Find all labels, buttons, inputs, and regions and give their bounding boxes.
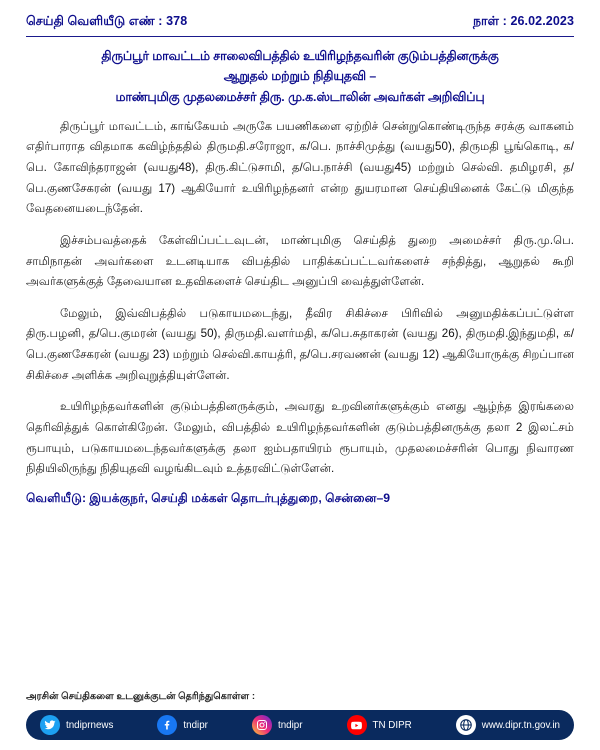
- issuing-authority: வெளியீடு: இயக்குநர், செய்தி மக்கள் தொடர்புத்துறை, சென்னை–9: [26, 490, 391, 505]
- paragraph-1: திருப்பூர் மாவட்டம், காங்கேயம் அருகே பயணிகளை ஏற்றிச் சென்றுகொண்டிருந்த சரக்கு வாகனம் எதிர்பாராத விதமாக கவிழ்ந்ததில் திருமதி.சரோஜா, க/பெ. நாச்சிமுத்து (வயது50), திருமதி பூங்கொடி, க/பெ. கோவிந்தராஜன் (வயது48), திரு.கிட்டுசாமி, த/பெ.நாச்சி (வயது45) மற்றும் செல்வி. தமிழரசி, த/பெ.குணசேகரன் (வயது 17) ஆகியோர் உயிரிழந்தனர் என்ற துயரமான செய்தியினைக் கேட்டு மிகுந்த வேதனையடைந்தேன்.: [26, 119, 574, 216]
- title-line-3: மாண்புமிகு முதலமைச்சர் திரு. மு.க.ஸ்டாலின் அவர்கள் அறிவிப்பு: [115, 89, 485, 104]
- social-website[interactable]: [456, 715, 560, 735]
- social-twitter[interactable]: [40, 715, 113, 735]
- social-instagram[interactable]: [252, 715, 303, 735]
- instagram-icon: [252, 715, 272, 735]
- social-youtube[interactable]: [347, 715, 412, 735]
- title-line-2: ஆறுதல் மற்றும் நிதியுதவி –: [223, 69, 377, 84]
- header: [26, 14, 574, 30]
- release-number: செய்தி வெளியீடு எண் : 378: [26, 14, 188, 28]
- youtube-icon: [347, 715, 367, 735]
- social-note: அரசின் செய்திகளை உடனுக்குடன் தெரிந்துகொள்ள :: [26, 691, 256, 702]
- social-instagram-handle: tndipr: [277, 719, 303, 731]
- title-line-1: திருப்பூர் மாவட்டம் சாலைவிபத்தில் உயிரிழந்தவரின் குடும்பத்தினருக்கு: [101, 49, 499, 63]
- social-facebook[interactable]: [157, 715, 208, 735]
- social-footer: [26, 691, 574, 740]
- facebook-icon: [157, 715, 177, 735]
- social-twitter-handle: tndiprnews: [66, 719, 114, 731]
- social-facebook-handle: tndipr: [183, 719, 208, 731]
- release-date: நாள் : 26.02.2023: [473, 14, 574, 28]
- body-text: [26, 117, 574, 480]
- social-youtube-handle: TN DIPR: [372, 719, 412, 731]
- page-title: [26, 46, 574, 107]
- header-divider: [26, 36, 574, 37]
- twitter-icon: [40, 715, 60, 735]
- paragraph-2: இச்சம்பவத்தைக் கேள்விப்பட்டவுடன், மாண்புமிகு செய்தித் துறை அமைச்சர் திரு.மு.பெ. சாமிநாதன் அவர்களை உடனடியாக விபத்தில் பாதிக்கப்பட்டவர்களைச் சந்தித்து, ஆறுதல் கூறி அவர்களுக்குத் தேவையான உதவிகளைச் செய்திட அனுப்பி வைத்துள்ளேன்.: [26, 233, 574, 289]
- social-bar: [26, 710, 574, 740]
- social-website-url: www.dipr.tn.gov.in: [481, 719, 560, 731]
- paragraph-3: மேலும், இவ்விபத்தில் படுகாயமடைந்து, தீவிர சிகிச்சை பிரிவில் அனுமதிக்கப்பட்டுள்ள திரு.பழனி, த/பெ.குமரன் (வயது 50), திருமதி.வளர்மதி, க/பெ.சுதாகரன் (வயது 26), திருமதி.இந்துமதி, க/பெ.குணசேகரன் (வயது 23) மற்றும் செல்வி.காயத்ரி, த/பெ.சரவணன் (வயது 12) ஆகியோருக்கு சிறப்பான சிகிச்சை அளிக்க அறிவுறுத்தியுள்ளேன்.: [26, 306, 574, 382]
- paragraph-4: உயிரிழந்தவர்களின் குடும்பத்தினருக்கும், அவரது உறவினர்களுக்கும் எனது ஆழ்ந்த இரங்கலை தெரிவித்துக் கொள்கிறேன். மேலும், விபத்தில் உயிரிழந்தவர்களின் குடும்பத்தினருக்கு தலா 2 இலட்சம் ரூபாயும், படுகாயமடைந்தவர்களுக்கு தலா ஐம்பதாயிரம் ரூபாயும், முதலமைச்சரின் பொது நிவாரண நிதியிலிருந்து நிதியுதவி வழங்கிடவும் உத்தரவிட்டுள்ளேன்.: [26, 400, 574, 476]
- globe-icon: [456, 715, 476, 735]
